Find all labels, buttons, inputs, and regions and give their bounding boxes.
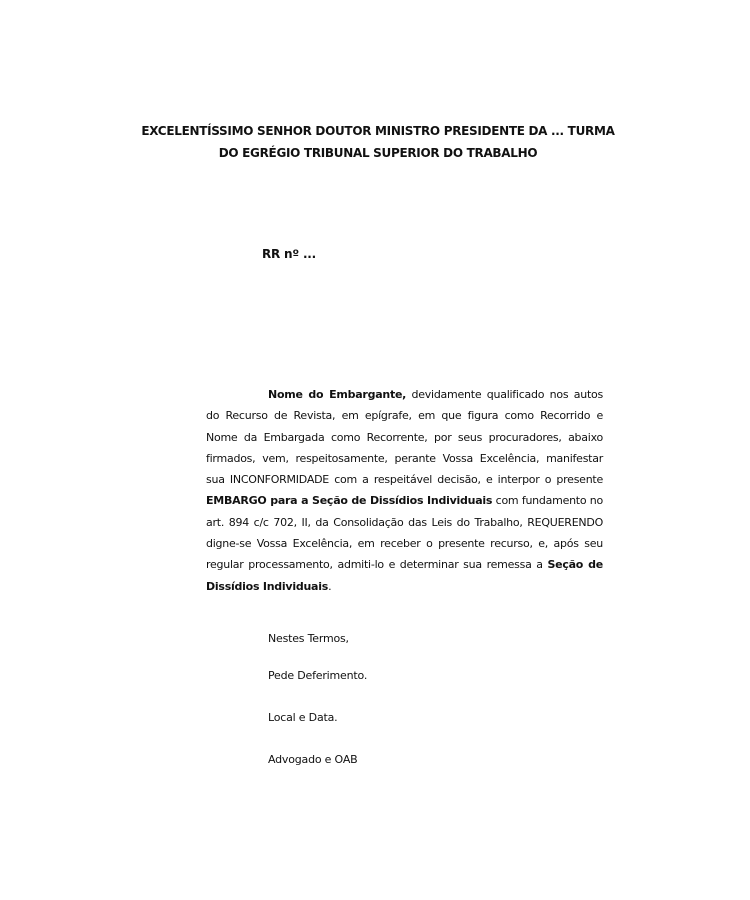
paragraph-text-2: com fundamento no art. 894 c/c 702, II, da Consolidação das Leis do Trabalho, REQUERENDO digne-se Vossa Excelência, em receber o presente recurso, e, após seu regular processamento, admiti-lo e determinar sua remessa a bbox=[206, 494, 603, 572]
petition-paragraph bbox=[206, 384, 603, 597]
closing-advogado-oab: Advogado e OAB bbox=[268, 753, 358, 766]
header-line-1: EXCELENTÍSSIMO SENHOR DOUTOR MINISTRO PRESIDENTE DA ... TURMA bbox=[141, 124, 615, 138]
header-line-2: DO EGRÉGIO TRIBUNAL SUPERIOR DO TRABALHO bbox=[218, 146, 538, 160]
secao-name: Seção de Dissídios Individuais bbox=[206, 558, 603, 593]
paragraph-text-1: devidamente qualificado nos autos do Recurso de Revista, em epígrafe, em que figura como Recorrido e Nome da Embargada como Recorrente, por seus procuradores, abaixo firmados, vem, respeitosamente, perante Vossa Excelência, manifestar sua INCONFORMIDADE com a respeitável decisão, e interpor o presente bbox=[206, 388, 603, 487]
closing-local-data: Local e Data. bbox=[268, 711, 338, 724]
closing-pede-deferimento: Pede Deferimento. bbox=[268, 669, 368, 682]
embargo-title: EMBARGO para a Seção de Dissídios Individuais bbox=[206, 494, 493, 508]
closing-nestes-termos: Nestes Termos, bbox=[268, 632, 349, 645]
embargante-name: Nome do Embargante, bbox=[268, 388, 407, 401]
addressee-header bbox=[110, 120, 646, 164]
case-number: RR nº ... bbox=[262, 247, 317, 261]
paragraph-end: . bbox=[328, 579, 332, 593]
